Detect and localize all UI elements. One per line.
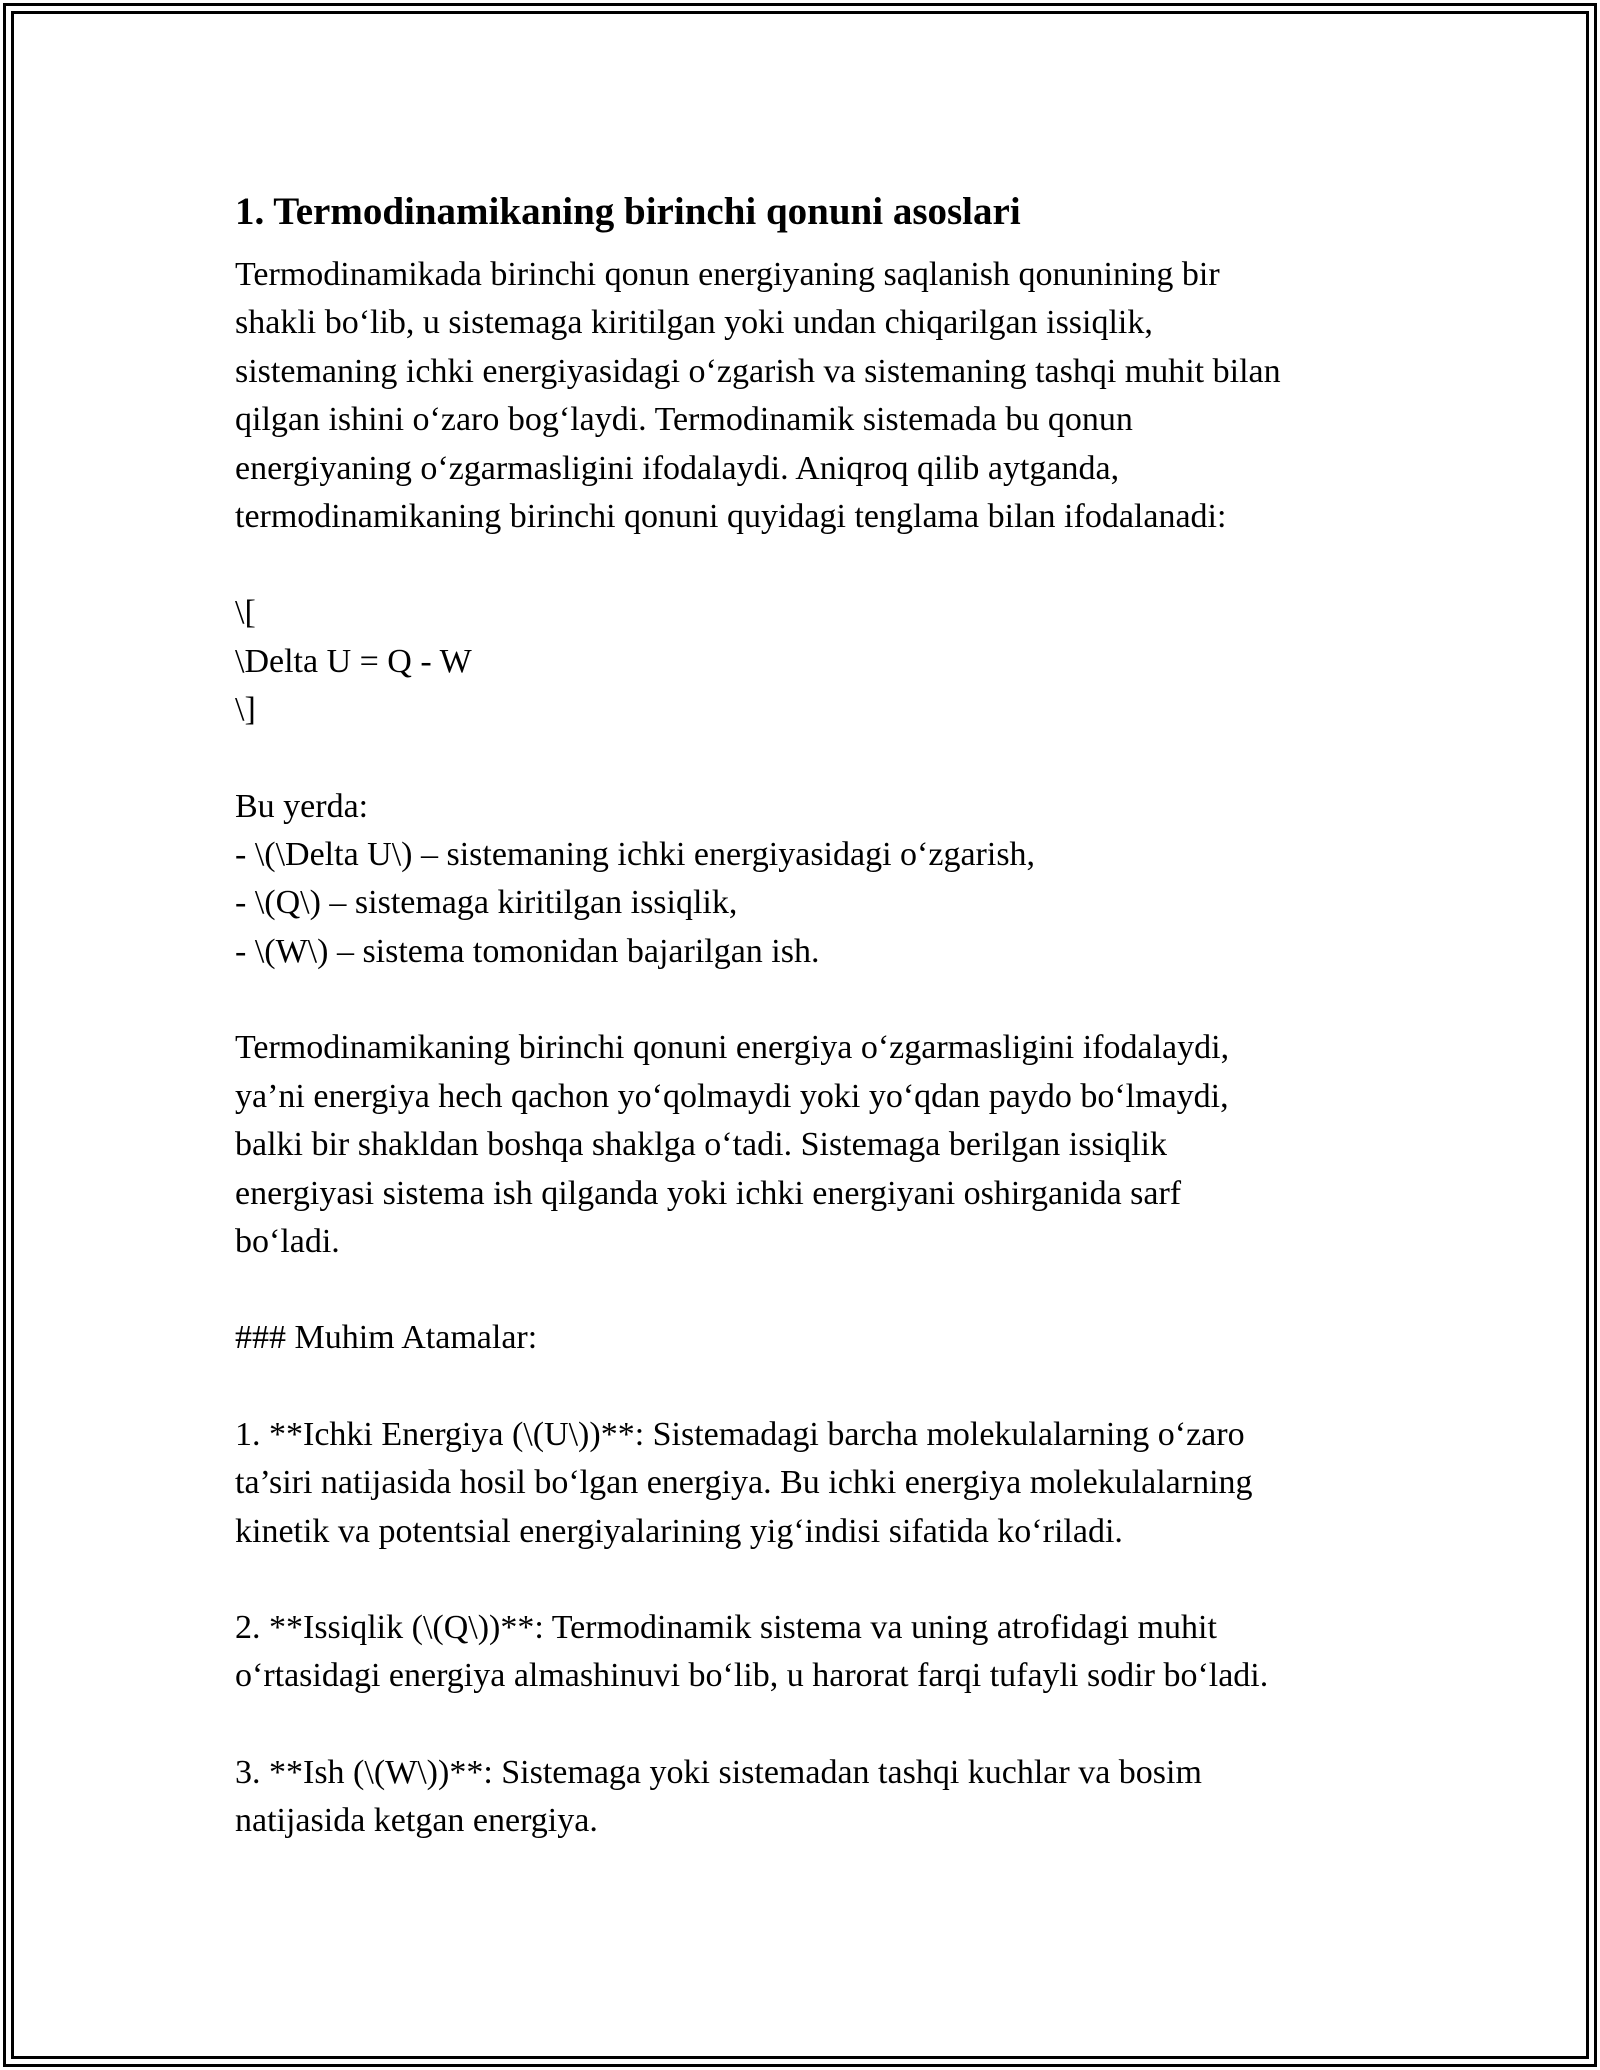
term-line: 1. **Ichki Energiya (\(U\))**: Sistemadagi barcha molekulalarning o‘zaro xyxy=(235,1415,1245,1453)
terms-heading xyxy=(235,1314,1385,1362)
equation-body: \Delta U = Q - W xyxy=(235,642,472,680)
term-line: 3. **Ish (\(W\))**: Sistemaga yoki sistemadan tashqi kuchlar va bosim xyxy=(235,1753,1202,1791)
equation-block xyxy=(235,589,1385,734)
definition-item: - \(\Delta U\) – sistemaning ichki energiyasidagi o‘zgarish, xyxy=(235,836,1036,874)
term-heat xyxy=(235,1604,1385,1701)
intro-line: qilgan ishini o‘zaro bog‘laydi. Termodinamik sistemada bu qonun xyxy=(235,401,1133,439)
definitions-label: Bu yerda: xyxy=(235,787,369,825)
intro-line: sistemaning ichki energiyasidagi o‘zgarish va sistemaning tashqi muhit bilan xyxy=(235,352,1281,390)
term-work xyxy=(235,1749,1385,1846)
intro-line: energiyaning o‘zgarmasligini ifodalaydi. Aniqroq qilib aytganda, xyxy=(235,449,1120,487)
term-line: ta’siri natijasida hosil bo‘lgan energiya. Bu ichki energiya molekulalarning xyxy=(235,1464,1253,1502)
explanation-line: energiyasi sistema ish qilganda yoki ichki energiyani oshirganida sarf xyxy=(235,1174,1182,1212)
term-line: 2. **Issiqlik (\(Q\))**: Termodinamik sistema va uning atrofidagi muhit xyxy=(235,1608,1217,1646)
intro-paragraph xyxy=(235,251,1385,541)
explanation-line: Termodinamikaning birinchi qonuni energiya o‘zgarmasligini ifodalaydi, xyxy=(235,1029,1230,1067)
definition-item: - \(W\) – sistema tomonidan bajarilgan ish. xyxy=(235,932,820,970)
explanation-line: balki bir shakldan boshqa shaklga o‘tadi. Sistemaga berilgan issiqlik xyxy=(235,1126,1167,1164)
intro-line: Termodinamikada birinchi qonun energiyaning saqlanish qonunining bir xyxy=(235,256,1220,293)
definition-item: - \(Q\) – sistemaga kiritilgan issiqlik, xyxy=(235,884,738,922)
document-body xyxy=(235,180,1385,1846)
equation-open: \[ xyxy=(235,594,256,632)
intro-line: shakli bo‘lib, u sistemaga kiritilgan yoki undan chiqarilgan issiqlik, xyxy=(235,304,1153,342)
equation-close: \] xyxy=(235,691,256,729)
term-line: o‘rtasidagi energiya almashinuvi bo‘lib, u harorat farqi tufayli sodir bo‘ladi. xyxy=(235,1657,1269,1695)
intro-line: termodinamikaning birinchi qonuni quyidagi tenglama bilan ifodalanadi: xyxy=(235,498,1227,536)
explanation-line: bo‘ladi. xyxy=(235,1222,340,1260)
term-line: kinetik va potentsial energiyalarining yig‘indisi sifatida ko‘riladi. xyxy=(235,1512,1123,1550)
term-internal-energy xyxy=(235,1411,1385,1556)
terms-heading-text: ### Muhim Atamalar: xyxy=(235,1319,538,1357)
variable-definitions xyxy=(235,783,1385,977)
term-line: natijasida ketgan energiya. xyxy=(235,1802,598,1840)
document-title: 1. Termodinamikaning birinchi qonuni asoslari xyxy=(235,190,1021,233)
explanation-paragraph xyxy=(235,1024,1385,1266)
explanation-line: ya’ni energiya hech qachon yo‘qolmaydi yoki yo‘qdan paydo bo‘lmaydi, xyxy=(235,1077,1229,1115)
